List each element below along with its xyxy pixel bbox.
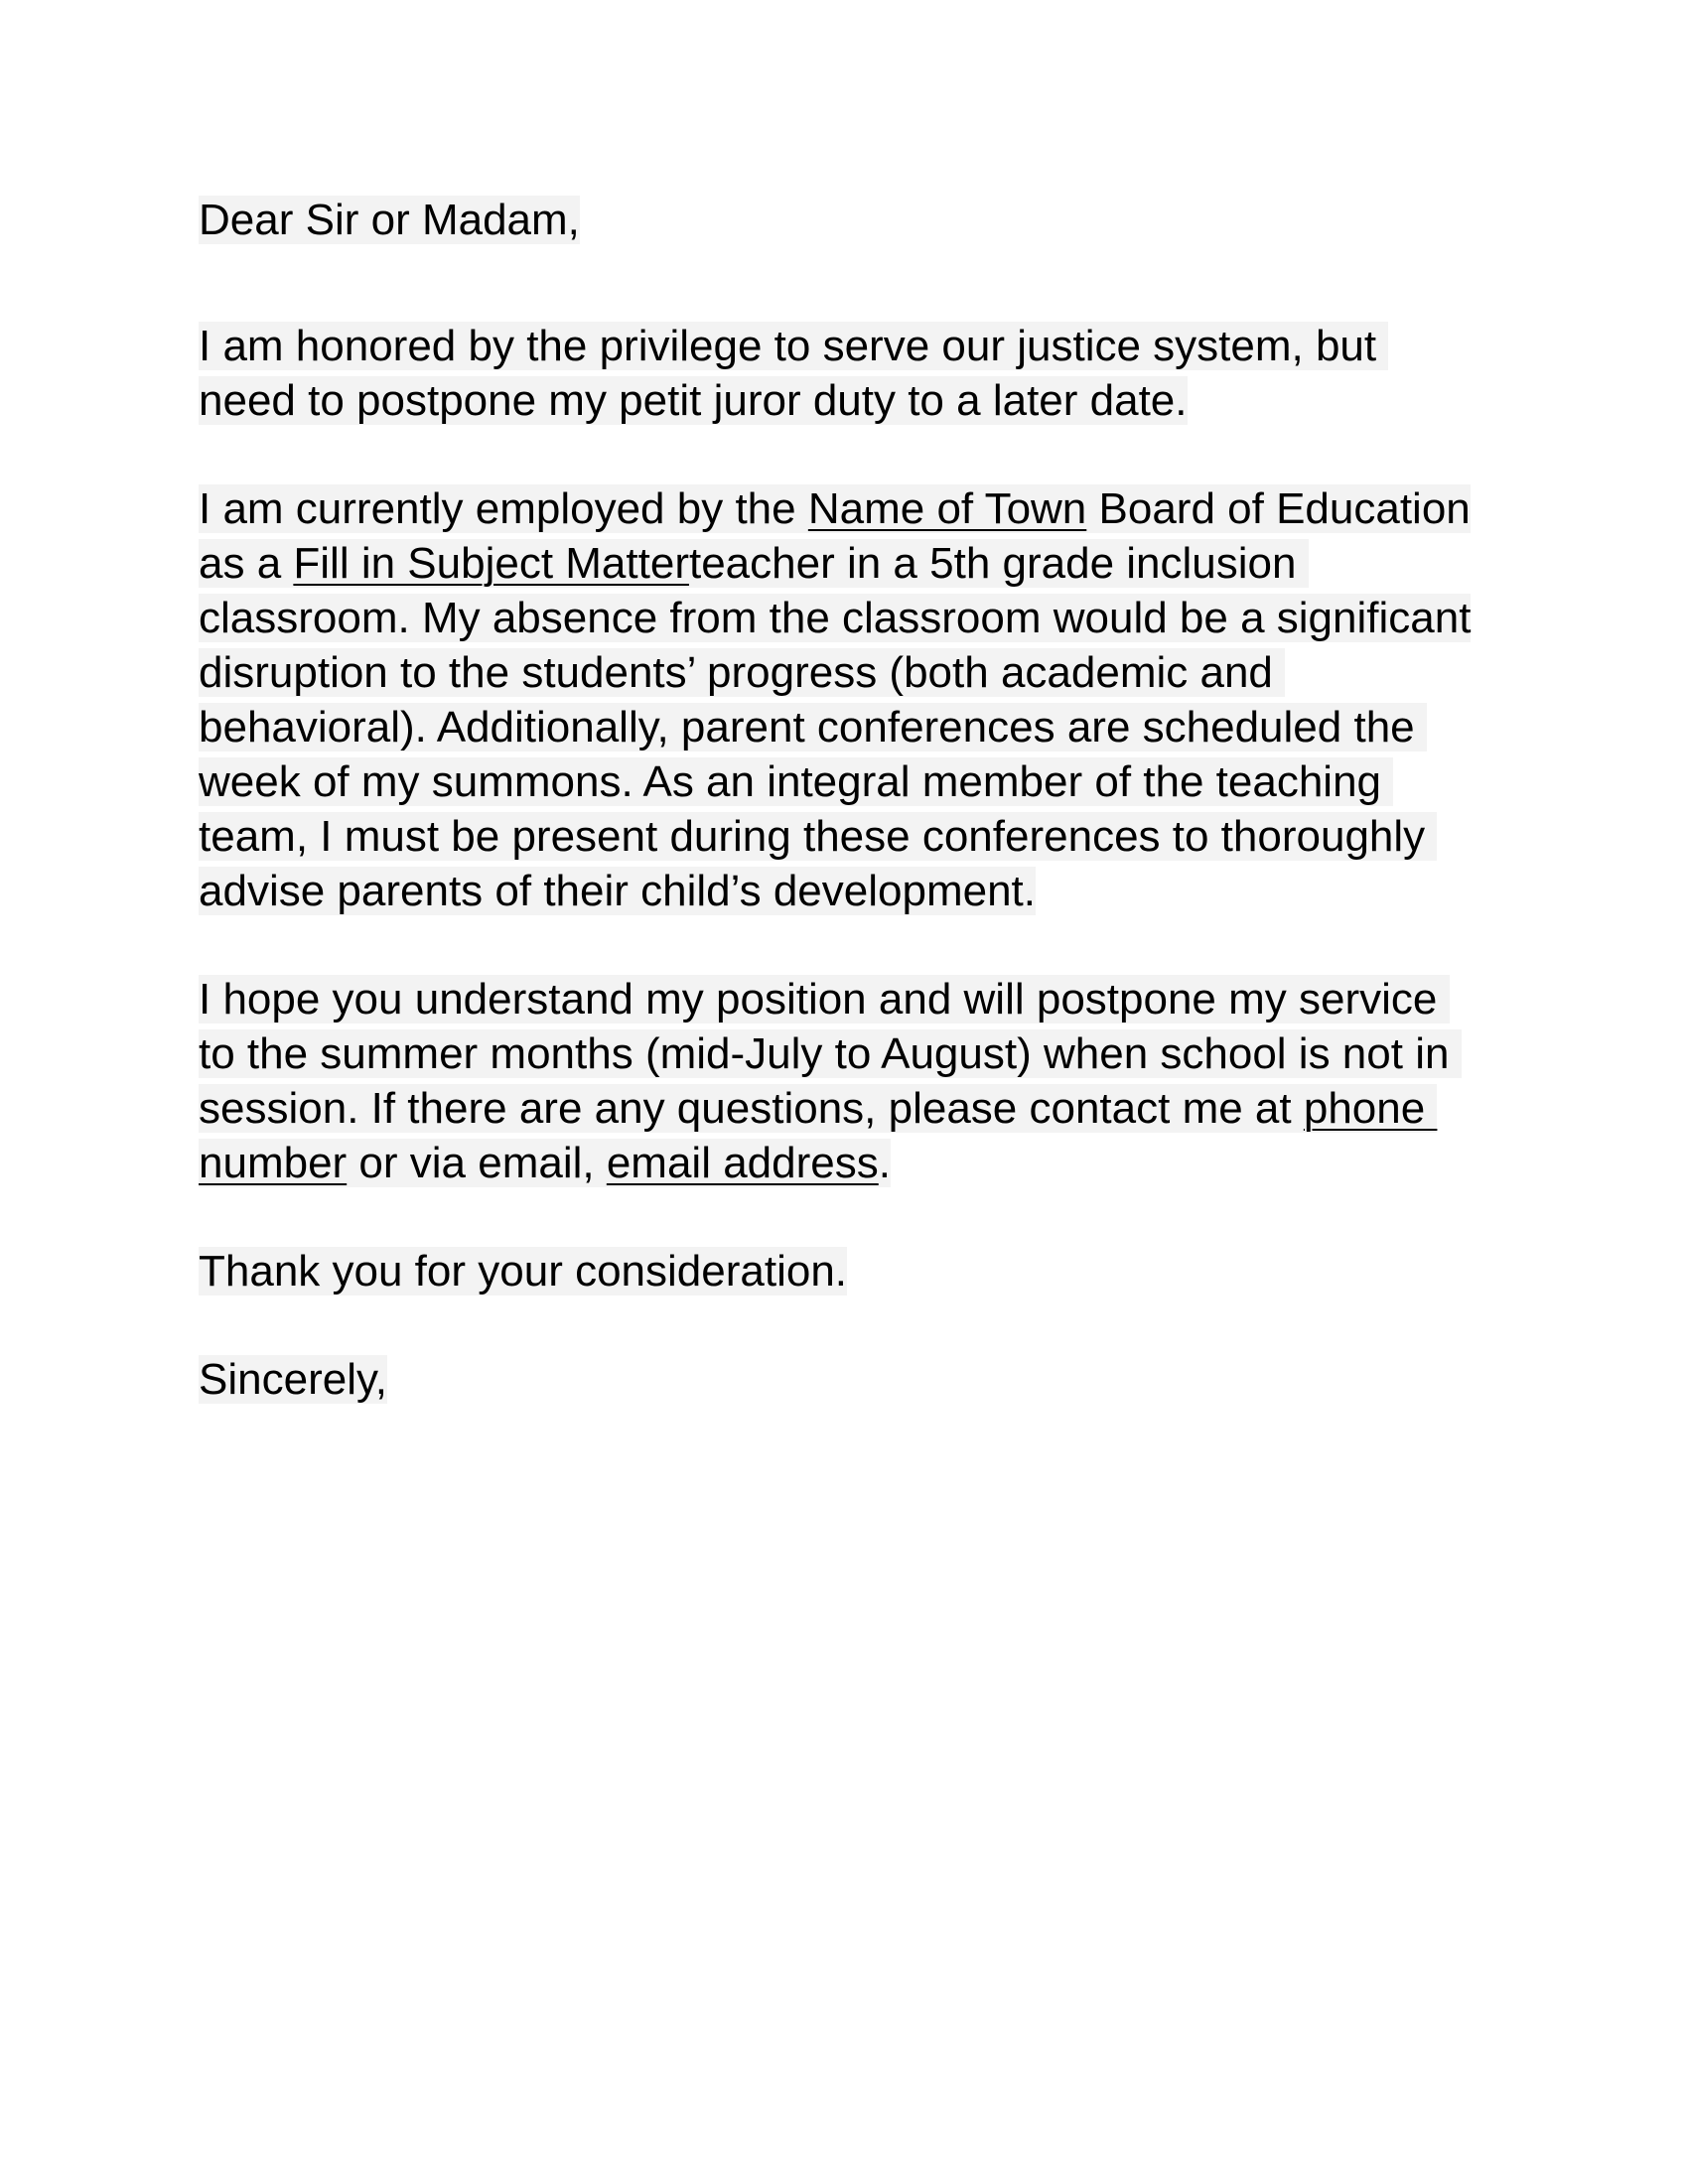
subject-matter-placeholder: Fill in Subject Matter bbox=[293, 539, 689, 588]
thanks-text: Thank you for your consideration. bbox=[199, 1247, 848, 1296]
paragraph-line: classroom. My absence from the classroom would be a significant bbox=[199, 594, 1472, 642]
paragraph-text: or via email, bbox=[347, 1139, 607, 1187]
paragraph-text: as a bbox=[199, 539, 294, 588]
paragraph-line: need to postpone my petit juror duty to a later date. bbox=[199, 376, 1188, 425]
paragraph-line: week of my summons. As an integral member of the teaching bbox=[199, 757, 1394, 806]
paragraph-text: . bbox=[878, 1139, 891, 1187]
paragraph-line: team, I must be present during these conferences to thoroughly bbox=[199, 812, 1438, 861]
paragraph-text: Board of Education bbox=[1086, 484, 1471, 533]
letter-body bbox=[199, 193, 1509, 1460]
town-name-placeholder: Name of Town bbox=[807, 484, 1087, 533]
paragraph-text: I am currently employed by the bbox=[199, 484, 808, 533]
paragraph-postpone-request bbox=[199, 319, 1509, 428]
phone-number-placeholder: number bbox=[199, 1139, 348, 1187]
email-address-placeholder: email address bbox=[606, 1139, 879, 1187]
paragraph-line: advise parents of their child’s development. bbox=[199, 867, 1037, 915]
closing-line bbox=[199, 1352, 1509, 1407]
paragraph-text: session. If there are any questions, please contact me at bbox=[199, 1084, 1304, 1133]
paragraph-line: to the summer months (mid-July to August) when school is not in bbox=[199, 1029, 1462, 1078]
phone-number-placeholder: phone bbox=[1303, 1084, 1438, 1133]
greeting-text: Dear Sir or Madam, bbox=[199, 196, 580, 244]
thanks-line bbox=[199, 1244, 1509, 1298]
paragraph-contact bbox=[199, 972, 1509, 1190]
paragraph-line: disruption to the students’ progress (both academic and bbox=[199, 648, 1286, 697]
paragraph-employment bbox=[199, 481, 1509, 918]
paragraph-text: teacher in a 5th grade inclusion bbox=[688, 539, 1309, 588]
closing-text: Sincerely, bbox=[199, 1355, 387, 1404]
paragraph-line: behavioral). Additionally, parent conferences are scheduled the bbox=[199, 703, 1427, 751]
paragraph-line: I am honored by the privilege to serve our justice system, but bbox=[199, 322, 1389, 370]
greeting bbox=[199, 193, 1509, 247]
paragraph-line: I hope you understand my position and will postpone my service bbox=[199, 975, 1450, 1024]
